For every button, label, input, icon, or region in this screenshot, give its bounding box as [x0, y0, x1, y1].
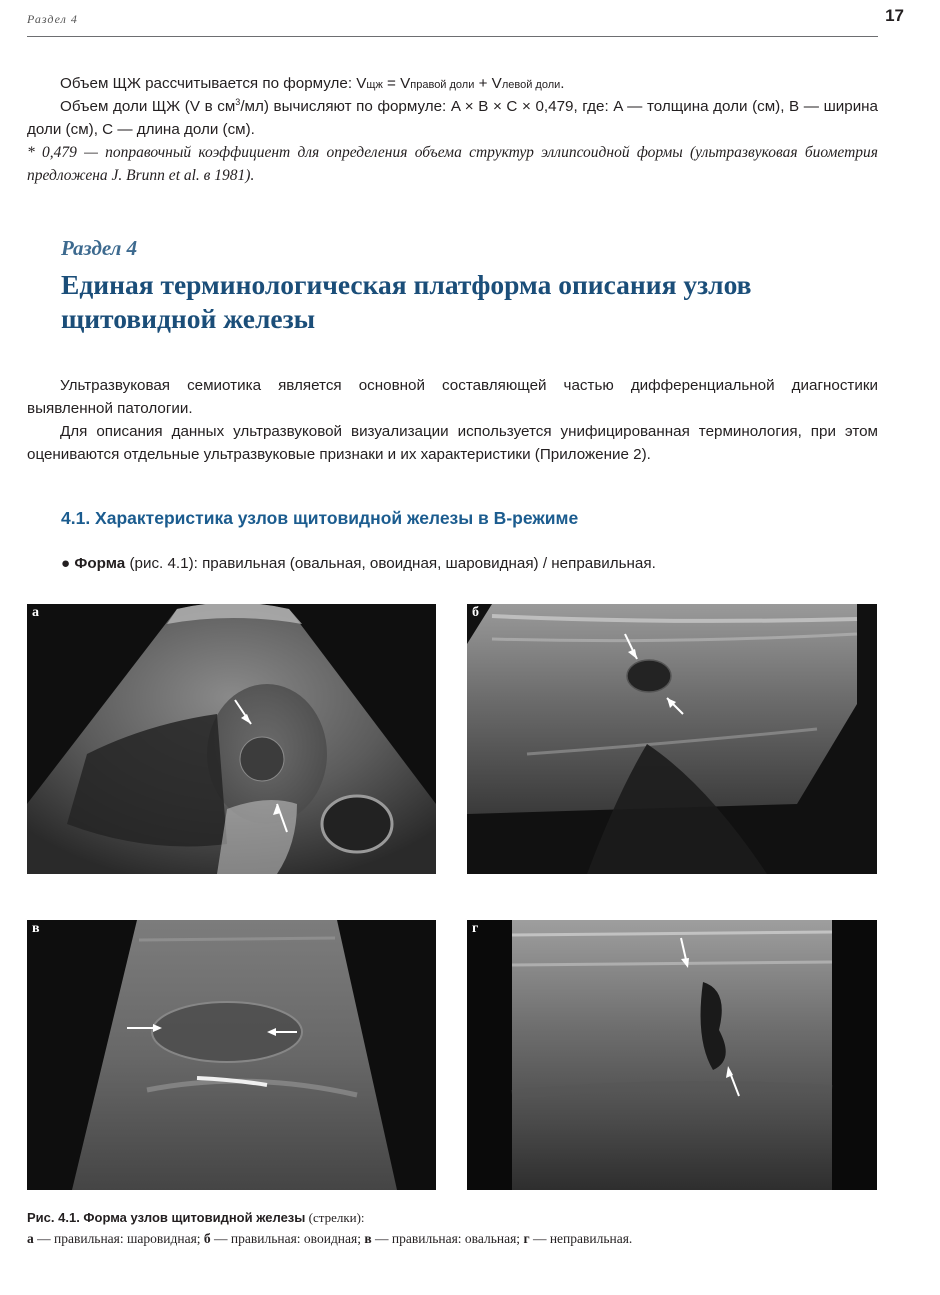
running-head: Раздел 4: [27, 12, 78, 26]
ultrasound-panel-d: [467, 920, 877, 1190]
bullet-marker: ●: [61, 555, 71, 572]
section-label: Раздел 4: [61, 236, 138, 260]
intro-paragraph-1: Ультразвуковая семиотика является основной составляющей частью дифференциальной диагностики выявленной патологии.: [27, 377, 878, 417]
lobe-formula: Объем доли ЩЖ (V в $см^3/мл$) вычисляют по формуле: A × B × C × 0,479, где: A — толщина доли (см), B — ширина доли (см), C — длина доли (см).: [27, 96, 879, 138]
ultrasound-image-b: [467, 604, 877, 874]
panel-letter-b: б: [472, 605, 479, 620]
panel-letter-a: а: [32, 605, 39, 620]
ultrasound-panel-a: [27, 604, 436, 874]
subsection-title: 4.1. Характеристика узлов щитовидной железы в В-режиме: [61, 508, 579, 528]
bullet-term: Форма: [74, 555, 126, 572]
ultrasound-panel-b: [467, 604, 877, 874]
footnote: * 0,479 — поправочный коэффициент для определения объема структур эллипсоидной формы (ультразвуковая биометрия предложена J. Brunn et al. в 1981).: [27, 144, 878, 184]
section-title: Единая терминологическая платформа описания узлов щитовидной железы: [61, 269, 752, 334]
panel-letter-d: г: [472, 921, 479, 936]
page-number: 17: [885, 6, 904, 25]
ultrasound-image-d: [467, 920, 877, 1190]
panel-letter-c: в: [32, 921, 40, 936]
ultrasound-panel-c: [27, 920, 436, 1190]
bullet-text: (рис. 4.1): правильная (овальная, овоидная, шаровидная) / неправильная.: [125, 555, 656, 572]
ultrasound-image-c: [27, 920, 436, 1190]
volume-formula: Объем ЩЖ рассчитывается по формуле: Vщж = Vправой доли + Vлевой доли.: [60, 75, 565, 92]
shape-bullet: [61, 555, 656, 572]
figure-caption-title: Рис. 4.1. Форма узлов щитовидной железы (стрелки):: [27, 1210, 365, 1225]
figure-caption-items: а — правильная: шаровидная; б — правильная: овоидная; в — правильная: овальная; г — неправильная.: [27, 1231, 633, 1246]
header-rule: [27, 36, 878, 37]
intro-paragraph-2: Для описания данных ультразвуковой визуализации используется унифицированная терминология, при этом оцениваются отдельные ультразвуковые признаки и их характеристики (Приложение 2).: [27, 423, 878, 463]
ultrasound-image-a: [27, 604, 436, 874]
